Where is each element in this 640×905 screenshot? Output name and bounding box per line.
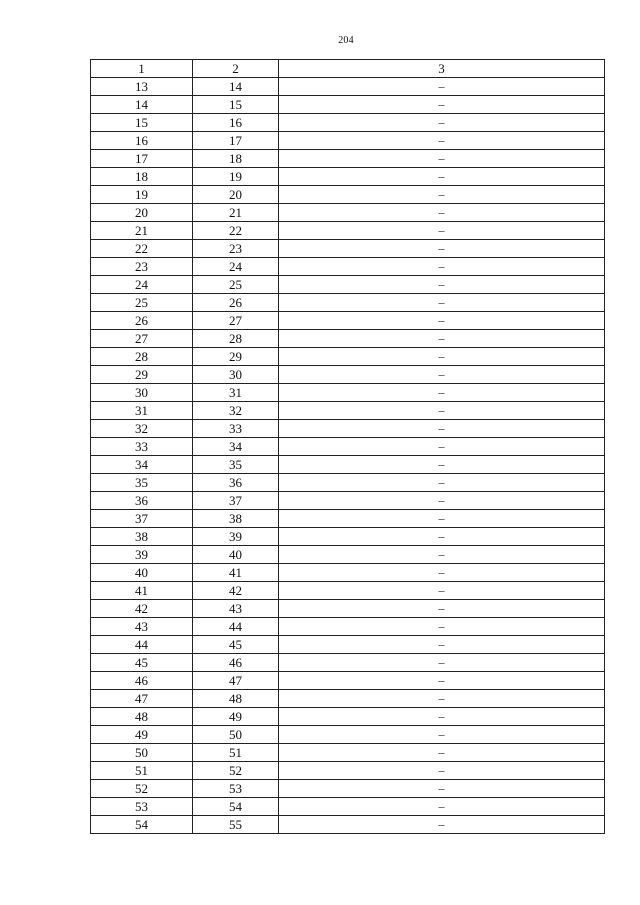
table-cell-col1: 20: [91, 204, 193, 222]
table-cell-col1: 30: [91, 384, 193, 402]
table-cell-col2: 46: [193, 654, 279, 672]
table-row: [91, 726, 605, 744]
table-cell-col3: –: [279, 780, 605, 798]
table-cell-col1: 40: [91, 564, 193, 582]
table-cell-col2: 42: [193, 582, 279, 600]
table-row: [91, 564, 605, 582]
table-row: [91, 618, 605, 636]
table-row: [91, 708, 605, 726]
table-cell-col1: 45: [91, 654, 193, 672]
table-cell-col3: –: [279, 582, 605, 600]
table-cell-col2: 38: [193, 510, 279, 528]
table-cell-col2: 36: [193, 474, 279, 492]
table-cell-col3: –: [279, 204, 605, 222]
table-row: [91, 402, 605, 420]
table-cell-col2: 24: [193, 258, 279, 276]
table-cell-col3: –: [279, 222, 605, 240]
table-cell-col3: –: [279, 330, 605, 348]
table-cell-col2: 49: [193, 708, 279, 726]
table-cell-col3: –: [279, 672, 605, 690]
table-cell-col1: 43: [91, 618, 193, 636]
page-number: 204: [338, 35, 354, 46]
table-cell-col1: 33: [91, 438, 193, 456]
table-cell-col2: 45: [193, 636, 279, 654]
table-cell-col2: 52: [193, 762, 279, 780]
table-row: [91, 438, 605, 456]
table-cell-col3: –: [279, 258, 605, 276]
table-cell-col3: –: [279, 798, 605, 816]
table-cell-col2: 37: [193, 492, 279, 510]
table-cell-col1: 25: [91, 294, 193, 312]
table-cell-col2: 27: [193, 312, 279, 330]
table-row: [91, 420, 605, 438]
table-cell-col3: –: [279, 726, 605, 744]
table-row: [91, 528, 605, 546]
table-cell-col3: –: [279, 78, 605, 96]
table-row: [91, 168, 605, 186]
table-cell-col2: 16: [193, 114, 279, 132]
table-cell-col3: –: [279, 276, 605, 294]
table-cell-col1: 28: [91, 348, 193, 366]
table-row: [91, 672, 605, 690]
table-cell-col2: 21: [193, 204, 279, 222]
table-cell-col3: –: [279, 132, 605, 150]
table-cell-col1: 44: [91, 636, 193, 654]
table-row: [91, 510, 605, 528]
table-row: [91, 258, 605, 276]
table-cell-col3: –: [279, 654, 605, 672]
table-cell-col3: –: [279, 744, 605, 762]
table-cell-col1: 42: [91, 600, 193, 618]
table-cell-col1: 16: [91, 132, 193, 150]
table-cell-col2: 47: [193, 672, 279, 690]
table-cell-col1: 29: [91, 366, 193, 384]
table-row: [91, 150, 605, 168]
table-cell-col1: 50: [91, 744, 193, 762]
table-cell-col2: 32: [193, 402, 279, 420]
table-body: [91, 78, 605, 834]
table-cell-col1: 13: [91, 78, 193, 96]
table-cell-col3: –: [279, 510, 605, 528]
table-cell-col3: –: [279, 168, 605, 186]
table-cell-col2: 23: [193, 240, 279, 258]
table-cell-col2: 40: [193, 546, 279, 564]
table-row: [91, 762, 605, 780]
table-row: [91, 744, 605, 762]
table-cell-col3: –: [279, 816, 605, 834]
table-cell-col2: 17: [193, 132, 279, 150]
table-row: [91, 456, 605, 474]
table-cell-col2: 35: [193, 456, 279, 474]
table-cell-col2: 14: [193, 78, 279, 96]
table-cell-col3: –: [279, 690, 605, 708]
table-row: [91, 492, 605, 510]
table-cell-col2: 41: [193, 564, 279, 582]
table-cell-col1: 51: [91, 762, 193, 780]
table-cell-col2: 48: [193, 690, 279, 708]
table-cell-col1: 37: [91, 510, 193, 528]
table-cell-col2: 25: [193, 276, 279, 294]
table-cell-col3: –: [279, 240, 605, 258]
table-cell-col1: 22: [91, 240, 193, 258]
column-header-2: 2: [193, 60, 279, 78]
table-cell-col3: –: [279, 564, 605, 582]
table-row: [91, 816, 605, 834]
table-cell-col1: 26: [91, 312, 193, 330]
table-cell-col3: –: [279, 600, 605, 618]
table-cell-col1: 31: [91, 402, 193, 420]
table-cell-col1: 54: [91, 816, 193, 834]
table-cell-col2: 22: [193, 222, 279, 240]
table-cell-col1: 52: [91, 780, 193, 798]
table-row: [91, 240, 605, 258]
table-cell-col3: –: [279, 474, 605, 492]
table-cell-col2: 20: [193, 186, 279, 204]
table-cell-col1: 24: [91, 276, 193, 294]
table-row: [91, 276, 605, 294]
table-cell-col3: –: [279, 348, 605, 366]
table-row: [91, 312, 605, 330]
table-cell-col3: –: [279, 438, 605, 456]
table-cell-col1: 35: [91, 474, 193, 492]
table-cell-col1: 14: [91, 96, 193, 114]
table-cell-col2: 53: [193, 780, 279, 798]
table-row: [91, 132, 605, 150]
table-cell-col3: –: [279, 186, 605, 204]
table-cell-col2: 54: [193, 798, 279, 816]
table-cell-col2: 44: [193, 618, 279, 636]
table-cell-col1: 15: [91, 114, 193, 132]
table-cell-col1: 21: [91, 222, 193, 240]
table-cell-col2: 18: [193, 150, 279, 168]
table-cell-col3: –: [279, 708, 605, 726]
table-row: [91, 636, 605, 654]
table-cell-col3: –: [279, 96, 605, 114]
table-cell-col2: 19: [193, 168, 279, 186]
table-cell-col2: 43: [193, 600, 279, 618]
table-cell-col3: –: [279, 456, 605, 474]
table-row: [91, 654, 605, 672]
table-cell-col3: –: [279, 402, 605, 420]
table-cell-col3: –: [279, 294, 605, 312]
table-cell-col3: –: [279, 492, 605, 510]
table-cell-col1: 46: [91, 672, 193, 690]
table-cell-col2: 51: [193, 744, 279, 762]
table-cell-col3: –: [279, 384, 605, 402]
data-table: [90, 59, 605, 834]
table-row: [91, 780, 605, 798]
table-cell-col1: 49: [91, 726, 193, 744]
table-row: [91, 690, 605, 708]
table-cell-col3: –: [279, 528, 605, 546]
table-cell-col2: 33: [193, 420, 279, 438]
table-cell-col1: 27: [91, 330, 193, 348]
table-cell-col3: –: [279, 150, 605, 168]
table-cell-col1: 38: [91, 528, 193, 546]
table-row: [91, 204, 605, 222]
table-cell-col3: –: [279, 762, 605, 780]
table-cell-col3: –: [279, 636, 605, 654]
table-cell-col1: 48: [91, 708, 193, 726]
table-row: [91, 330, 605, 348]
table-cell-col1: 47: [91, 690, 193, 708]
table-row: [91, 384, 605, 402]
table-cell-col2: 28: [193, 330, 279, 348]
table-row: [91, 348, 605, 366]
table-cell-col2: 34: [193, 438, 279, 456]
table-cell-col1: 34: [91, 456, 193, 474]
table-cell-col2: 55: [193, 816, 279, 834]
table-cell-col2: 15: [193, 96, 279, 114]
column-header-3: 3: [279, 60, 605, 78]
table-row: [91, 546, 605, 564]
table-cell-col1: 18: [91, 168, 193, 186]
table-cell-col2: 29: [193, 348, 279, 366]
table-row: [91, 78, 605, 96]
table-cell-col1: 41: [91, 582, 193, 600]
table-header-row: [91, 60, 605, 78]
table-row: [91, 222, 605, 240]
table-cell-col3: –: [279, 312, 605, 330]
table-row: [91, 96, 605, 114]
table-cell-col3: –: [279, 546, 605, 564]
table-cell-col2: 39: [193, 528, 279, 546]
table-cell-col3: –: [279, 420, 605, 438]
table-cell-col2: 31: [193, 384, 279, 402]
table-cell-col2: 50: [193, 726, 279, 744]
table-row: [91, 474, 605, 492]
table-cell-col3: –: [279, 114, 605, 132]
table-row: [91, 186, 605, 204]
table-row: [91, 294, 605, 312]
table-row: [91, 582, 605, 600]
table-row: [91, 366, 605, 384]
table-cell-col1: 17: [91, 150, 193, 168]
table-row: [91, 798, 605, 816]
table-cell-col2: 30: [193, 366, 279, 384]
table-cell-col1: 32: [91, 420, 193, 438]
table-row: [91, 600, 605, 618]
table-cell-col1: 53: [91, 798, 193, 816]
table-cell-col3: –: [279, 366, 605, 384]
table-cell-col1: 36: [91, 492, 193, 510]
table-cell-col3: –: [279, 618, 605, 636]
table-cell-col1: 23: [91, 258, 193, 276]
column-header-1: 1: [91, 60, 193, 78]
table-row: [91, 114, 605, 132]
table-cell-col1: 39: [91, 546, 193, 564]
table-cell-col1: 19: [91, 186, 193, 204]
table-cell-col2: 26: [193, 294, 279, 312]
